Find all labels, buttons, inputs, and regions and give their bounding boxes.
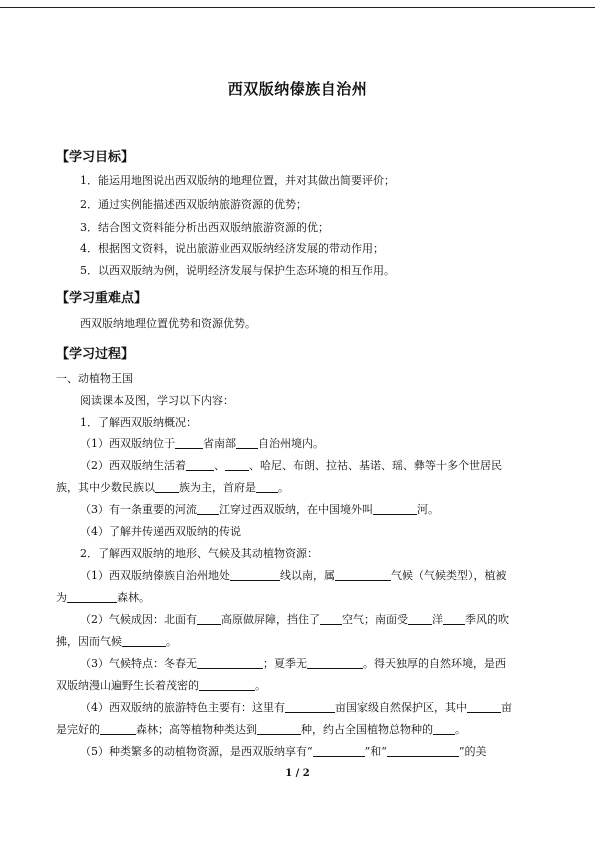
- answer-blank[interactable]: [387, 745, 459, 757]
- answer-blank[interactable]: [186, 459, 214, 471]
- question-line: （3）气候特点：冬春无 ；夏季无 。得天独厚的自然环境，是西: [80, 657, 506, 670]
- question-line: （1）西双版纳位于 省南部 自治州境内。: [80, 437, 324, 450]
- process-heading: 【学习过程】: [56, 347, 135, 362]
- question-line: 族，其中少数民族以 族为主，首府是 。: [56, 481, 289, 494]
- page-title: 西双版纳傣族自治州: [227, 80, 368, 98]
- question-line: （2）气候成因：北面有 高原做屏障，挡住了 空气；南面受 洋 季风的吹: [80, 613, 509, 626]
- instruction-text: 阅读课本及图，学习以下内容：: [80, 394, 234, 407]
- answer-blank[interactable]: [335, 569, 391, 581]
- answer-blank[interactable]: [199, 679, 255, 691]
- answer-blank[interactable]: [256, 481, 278, 493]
- objectives-heading: 【学习目标】: [56, 150, 135, 165]
- question-line: （4）西双版纳的旅游特色主要有：这里有 亩国家级自然保护区，其中 亩: [80, 701, 512, 714]
- key-points-text: 西双版纳地理位置优势和资源优势。: [80, 317, 256, 330]
- answer-blank[interactable]: [257, 723, 301, 735]
- answer-blank[interactable]: [197, 503, 219, 515]
- answer-blank[interactable]: [197, 657, 263, 669]
- answer-blank[interactable]: [236, 437, 258, 449]
- top-rule: [0, 7, 595, 8]
- objective-item: 2．通过实例能描述西双版纳旅游资源的优势；: [80, 198, 307, 211]
- answer-blank[interactable]: [373, 503, 417, 515]
- key-points-heading: 【学习重难点】: [56, 291, 148, 306]
- answer-blank[interactable]: [313, 745, 365, 757]
- objective-item: 3．结合图文资料能分析出西双版纳旅游资源的优；: [80, 221, 329, 234]
- answer-blank[interactable]: [467, 701, 501, 713]
- question-line: （4）了解并传递西双版纳的传说: [80, 525, 241, 538]
- answer-blank[interactable]: [320, 613, 342, 625]
- question-line: 双版纳漫山遍野生长着茂密的 。: [56, 679, 266, 692]
- answer-blank[interactable]: [307, 657, 363, 669]
- answer-blank[interactable]: [197, 613, 221, 625]
- question-line: 为 森林。: [56, 591, 150, 604]
- answer-blank[interactable]: [433, 723, 455, 735]
- question-line: （5）种类繁多的动植物资源，是西双版纳享有“ ”和“ ”的美: [80, 745, 487, 758]
- question-heading: 2．了解西双版纳的地形、气候及其动植物资源：: [80, 547, 318, 560]
- answer-blank[interactable]: [155, 481, 179, 493]
- answer-blank[interactable]: [175, 437, 203, 449]
- answer-blank[interactable]: [122, 635, 166, 647]
- question-line: 是完好的 森林；高等植物种类达到 种，约占全国植物总物种的 。: [56, 723, 466, 736]
- answer-blank[interactable]: [225, 459, 249, 471]
- objective-item: 1．能运用地图说出西双版纳的地理位置，并对其做出简要评价；: [80, 174, 395, 187]
- part-heading: 一、动植物王国: [56, 372, 133, 385]
- objective-item: 5．以西双版纳为例，说明经济发展与保护生态环境的相互作用。: [80, 264, 395, 277]
- question-heading: 1．了解西双版纳概况：: [80, 416, 197, 429]
- question-line: （2）西双版纳生活着 、 、哈尼、布朗、拉祜、基诺、瑶、彝等十多个世居民: [80, 459, 502, 472]
- answer-blank[interactable]: [443, 613, 465, 625]
- answer-blank[interactable]: [408, 613, 432, 625]
- answer-blank[interactable]: [100, 723, 136, 735]
- answer-blank[interactable]: [67, 591, 117, 603]
- question-line: （1）西双版纳傣族自治州地处 线以南，属 气候（气候类型），植被: [80, 569, 507, 582]
- question-line: 拂，因而气候 。: [56, 635, 177, 648]
- page-number: 1 / 2: [285, 768, 310, 779]
- answer-blank[interactable]: [285, 701, 335, 713]
- objective-item: 4．根据图文资料，说出旅游业西双版纳经济发展的带动作用；: [80, 242, 384, 255]
- question-line: （3）有一条重要的河流 江穿过西双版纳，在中国境外叫 河。: [80, 503, 439, 516]
- answer-blank[interactable]: [230, 569, 280, 581]
